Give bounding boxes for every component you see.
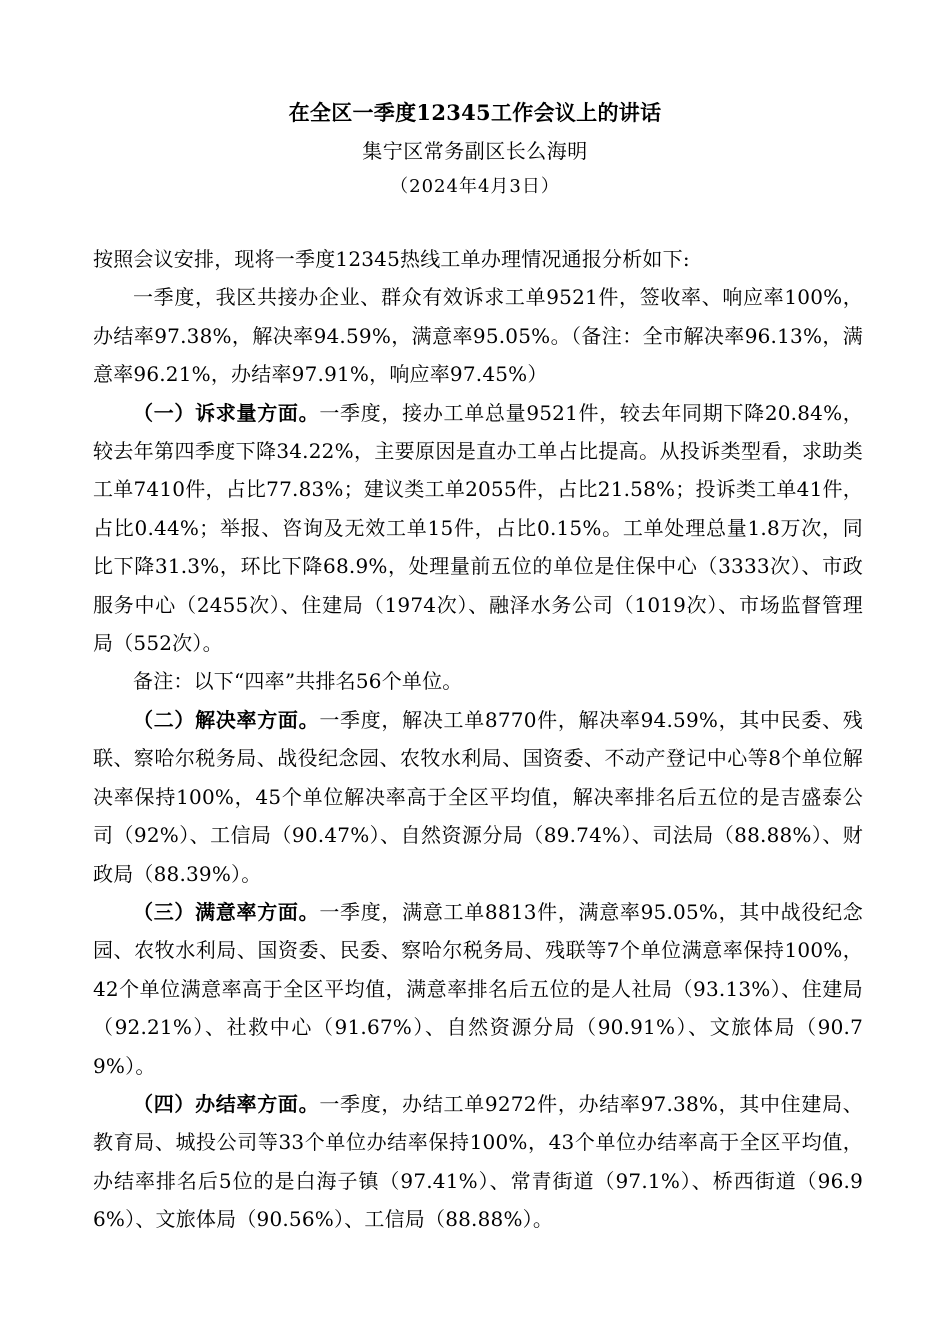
paragraph-text: 一季度，解决工单8770件，解决率94.59%，其中民委、残联、察哈尔税务局、战役纪念园、农牧水利局、国资委、不动产登记中心等8个单位解决率保持100%，45个单位解决率高于全区平均值，解决率排名后五位的是吉盛泰公司（92%）、工信局（90.47%）、自然资源分局（89.74%）、司法局（88.88%）、财政局（88.39%）。 — [93, 707, 863, 886]
paragraph-text: 按照会议安排，现将一季度12345热线工单办理情况通报分析如下: — [93, 247, 690, 271]
document-title: 在全区一季度12345工作会议上的讲话 — [288, 100, 662, 125]
paragraph-text: 一季度，满意工单8813件，满意率95.05%，其中战役纪念园、农牧水利局、国资委、民委、察哈尔税务局、残联等7个单位满意率保持100%，42个单位满意率高于全区平均值，满意率排名后五位的是人社局（93.13%）、住建局（92.21%）、社救中心（91.67%）、自然资源分局（90.91%）、文旅体局（90.79%）。 — [93, 899, 863, 1078]
paragraph-resolution-rate — [93, 701, 863, 893]
paragraph-completion-rate — [93, 1085, 863, 1239]
paragraph-satisfaction-rate — [93, 893, 863, 1085]
paragraph-text: 备注：以下“四率”共排名56个单位。 — [133, 669, 463, 694]
section-heading: （二）解决率方面。 — [133, 707, 320, 732]
document-author: 集宁区常务副区长么海明 — [362, 139, 588, 163]
paragraph-text: 一季度，我区共接办企业、群众有效诉求工单9521件，签收率、响应率100%，办结率97.38%，解决率94.59%，满意率95.05%。（备注：全市解决率96.13%，满意率96.21%，办结率97.91%，响应率97.45%） — [93, 285, 863, 387]
paragraph-request-volume — [93, 394, 863, 663]
paragraph-text: 一季度，接办工单总量9521件，较去年同期下降20.84%，较去年第四季度下降34.22%，主要原因是直办工单占比提高。从投诉类型看，求助类工单7410件，占比77.83%；建议类工单2055件，占比21.58%；投诉类工单41件，占比0.44%；举报、咨询及无效工单15件，占比0.15%。工单处理总量1.8万次，同比下降31.3%，环比下降68.9%，处理量前五位的单位是住保中心（3333次）、市政服务中心（2455次）、住建局（1974次）、融泽水务公司（1019次）、市场监督管理局（552次）。 — [93, 400, 863, 656]
paragraph-summary — [93, 278, 863, 393]
document-date: （2024年4月3日） — [390, 176, 560, 197]
paragraph-note — [93, 662, 863, 700]
paragraph-intro — [93, 240, 863, 278]
document-body — [93, 240, 863, 1239]
paragraph-text: 一季度，办结工单9272件，办结率97.38%，其中住建局、教育局、城投公司等33个单位办结率保持100%，43个单位办结率高于全区平均值，办结率排名后5位的是白海子镇（97.41%）、常青街道（97.1%）、桥西街道（96.96%）、文旅体局（90.56%）、工信局（88.88%）。 — [93, 1091, 863, 1232]
section-heading: （四）办结率方面。 — [133, 1091, 320, 1116]
section-heading: （三）满意率方面。 — [133, 899, 320, 924]
section-heading: （一）诉求量方面。 — [133, 400, 320, 425]
